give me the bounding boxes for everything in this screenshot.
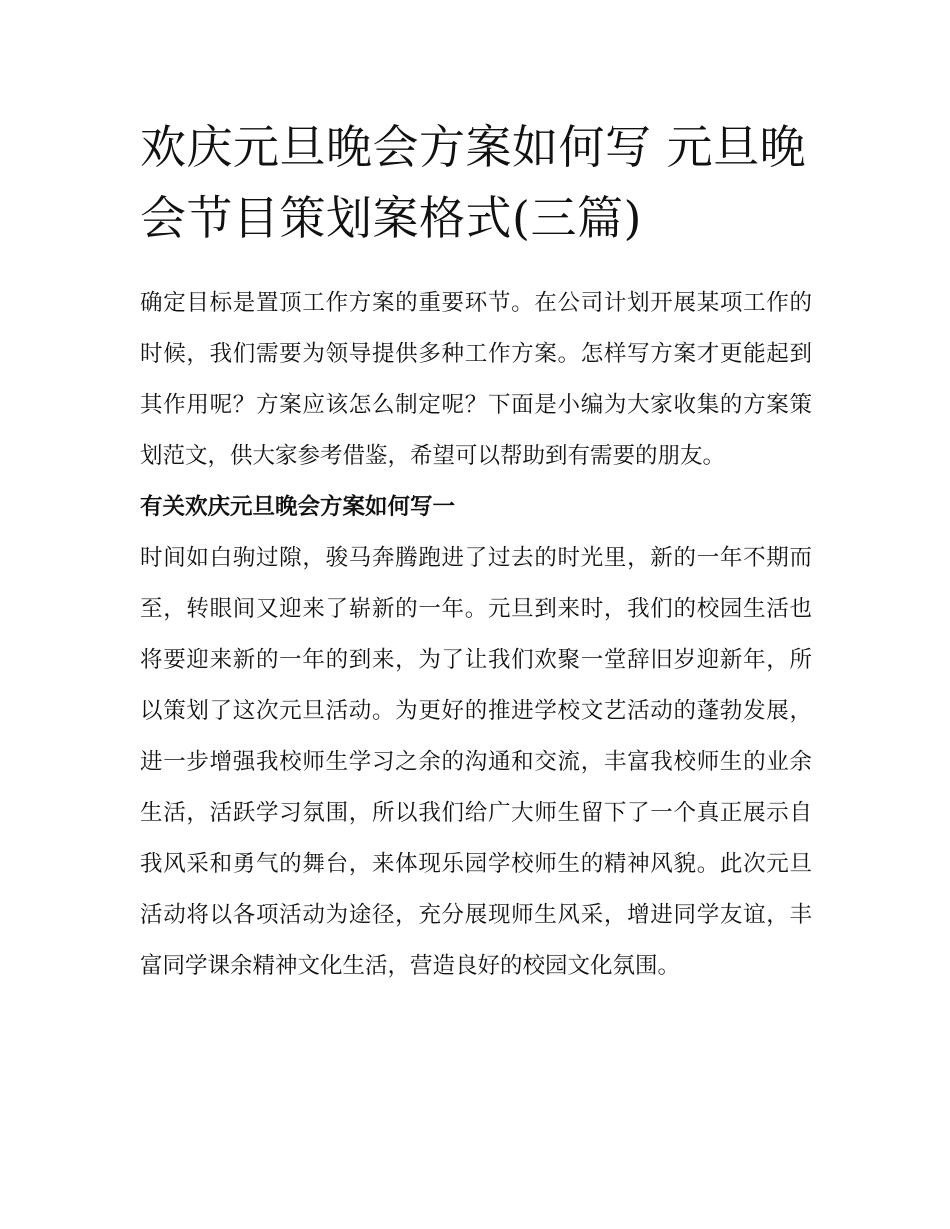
body-paragraph: 时间如白驹过隙，骏马奔腾跑进了过去的时光里，新的一年不期而至，转眼间又迎来了崭新的一年。元旦到来时，我们的校园生活也将要迎来新的一年的到来，为了让我们欢聚一堂辞旧岁迎新年，所以策划了这次元旦活动。为更好的推进学校文艺活动的蓬勃发展，进一步增强我校师生学习之余的沟通和交流，丰富我校师生的业余生活，活跃学习氛围，所以我们给广大师生留下了一个真正展示自我风采和勇气的舞台，来体现乐园学校师生的精神风貌。此次元旦活动将以各项活动为途径，充分展现师生风采，增进同学友谊，丰富同学课余精神文化生活，营造良好的校园文化氛围。 <box>140 545 812 979</box>
section-heading: 有关欢庆元旦晚会方案如何写一 <box>140 494 456 520</box>
document-title: 欢庆元旦晚会方案如何写 元旦晚会节目策划案格式(三篇) <box>140 120 807 245</box>
document-page <box>140 112 812 992</box>
intro-paragraph: 确定目标是置顶工作方案的重要环节。在公司计划开展某项工作的时候，我们需要为领导提供多种工作方案。怎样写方案才更能起到其作用呢？方案应该怎么制定呢？下面是小编为大家收集的方案策划范文，供大家参考借鉴，希望可以帮助到有需要的朋友。 <box>140 290 812 469</box>
